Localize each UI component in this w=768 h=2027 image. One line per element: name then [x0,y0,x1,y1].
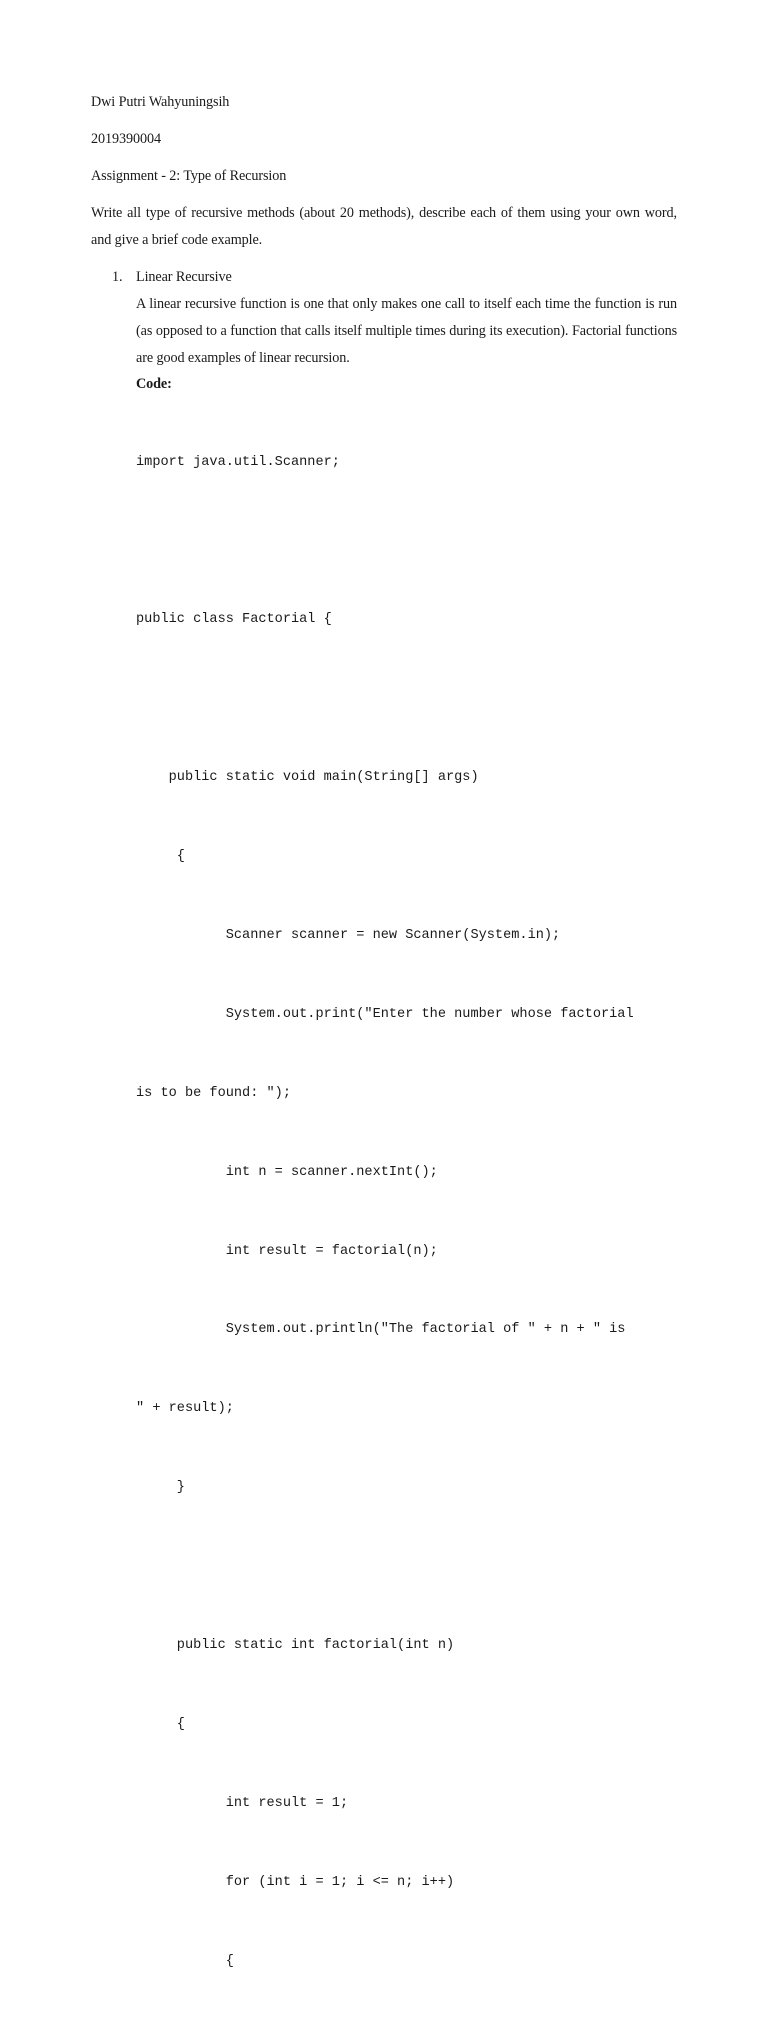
code-line: Scanner scanner = new Scanner(System.in); [136,927,561,943]
code-line [136,1554,706,1580]
code-line: public static int factorial(int n) [136,1637,455,1653]
section-description: A linear recursive function is one that only makes one call to itself each time the function is run (as opposed to a function that calls itself multiple times during its execution). Factorial functions are good examples of linear recursion. [136,296,677,366]
code-line: System.out.println("The factorial of " + n + " is [136,1322,626,1338]
code-line: import java.util.Scanner; [136,454,340,470]
code-line: int result = factorial(n); [136,1243,438,1259]
code-line [136,528,706,554]
section-title: Linear Recursive [136,269,232,285]
code-line: public class Factorial { [136,612,332,628]
section-number: 1. [112,269,123,285]
code-line: public static void main(String[] args) [136,770,479,786]
author-name: Dwi Putri Wahyuningsih [91,94,230,110]
code-label: Code: [136,376,172,392]
code-line: int n = scanner.nextInt(); [136,1164,438,1180]
code-line: System.out.print("Enter the number whose factorial [136,1006,634,1022]
student-id: 2019390004 [91,131,161,147]
code-block [136,397,706,2027]
code-line: } [136,1480,185,1496]
code-line: " + result); [136,1401,234,1417]
code-line [136,686,706,712]
code-line: for (int i = 1; i <= n; i++) [136,1874,455,1890]
assignment-title: Assignment - 2: Type of Recursion [91,168,287,184]
code-line: is to be found: "); [136,1085,291,1101]
code-line: { [136,1953,234,1969]
instructions-paragraph: Write all type of recursive methods (about 20 methods), describe each of them using your own word, and give a brief code example. [91,205,677,248]
code-line: { [136,1716,185,1732]
code-line: { [136,849,185,865]
code-line: int result = 1; [136,1795,349,1811]
